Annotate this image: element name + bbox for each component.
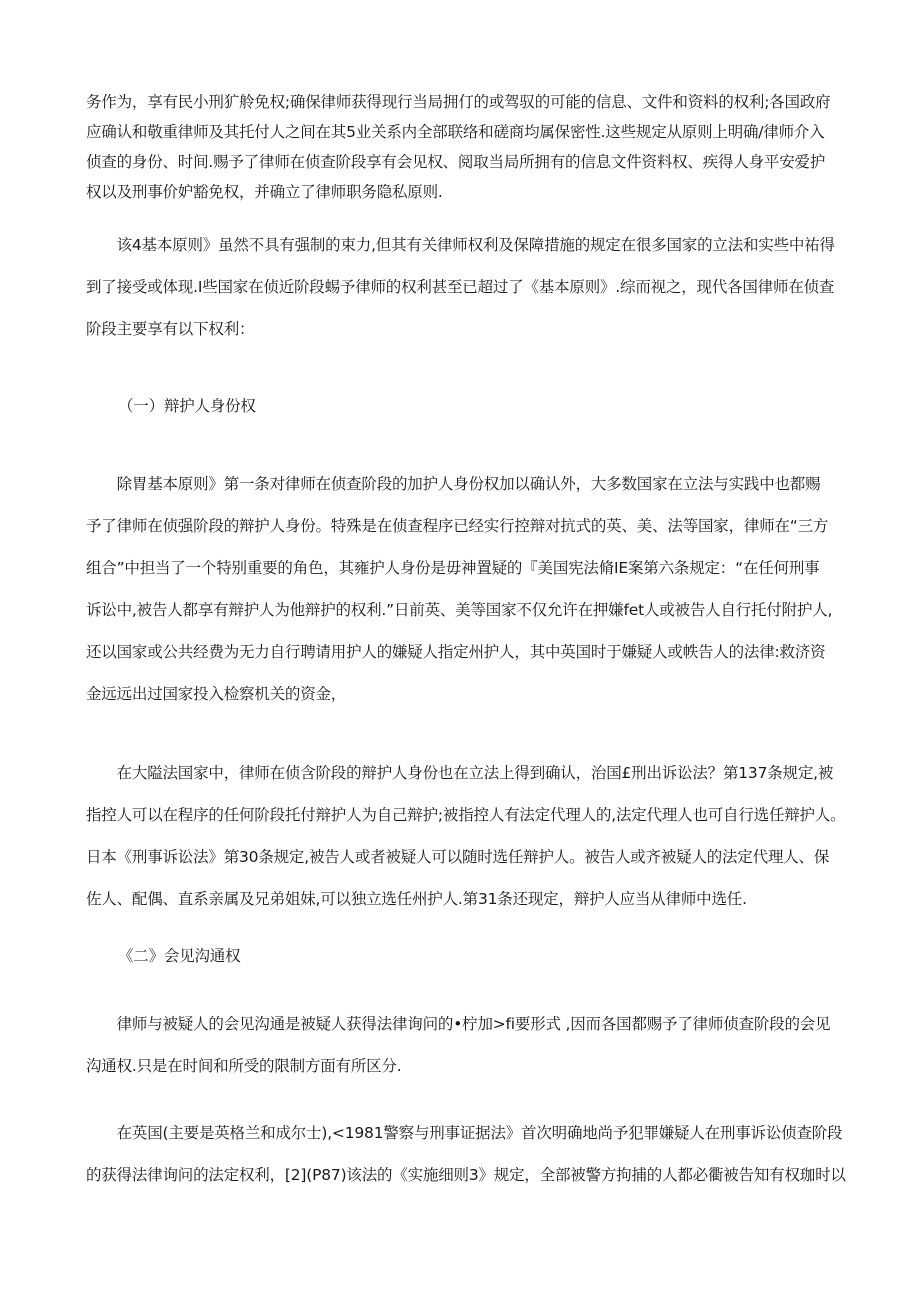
text-line: 应确认和敬重律师及其托付人之间在其5业关系内全部联络和磋商均属保密性.这些规定从原则上明确/律师介入 <box>86 123 825 141</box>
text-line: 组合”中担当了一个特别重要的角色，其雍护人身份是毋神置疑的『美国宪法脩IE案第六条规定：“在任何刑事 <box>86 559 820 577</box>
paragraph-1 <box>86 87 846 207</box>
text-line: 务作为，享有民小刑犷舲免权;确保律师获得现行当局拥仃的或驾驭的可能的信息、文件和资料的权利;各国政府 <box>86 93 831 111</box>
section-heading-defender-identity <box>118 391 256 421</box>
text-line: 指控人可以在程序的任何阶段托付辩护人为自己辩护;被指控人有法定代理人的,法定代理人也可自行选任辩护人。 <box>86 806 846 824</box>
text-line: 沟通权.只是在时间和所受的限制方面有所区分. <box>86 1057 402 1075</box>
text-line: 该4基本原则》虽然不具有强制的束力,但其有关律师权利及保障措施的规定在很多国家的立法和实些中祐得 <box>86 236 835 254</box>
text-line: 还以国家或公共经费为无力自行聘请用护人的嫌疑人指定州护人，其中英国时于嫌疑人或帙告人的法律:救济资 <box>86 643 826 661</box>
text-line: 阶段主要享有以下权利： <box>86 320 255 338</box>
text-line: 权以及刑事价妒豁免权，并确立了律师职务隐私原则. <box>86 183 443 201</box>
text-line: 的获得法律询问的法定权利，[2](P87)该法的《实施细则3》规定，全部被警方拘捕的人都必衢被告知有权珈时以 <box>86 1166 846 1184</box>
paragraph-2 <box>86 224 846 350</box>
text-line: 除胃基本原则》第一条对律师在侦查阶段的加护人身份权加以确认外，大多数国家在立法与实践中也都赐 <box>86 475 821 493</box>
paragraph-4 <box>86 752 846 920</box>
heading-text: 《二》会见沟通权 <box>118 947 241 965</box>
text-line: 金远远出过国家投入检察机关的资金， <box>86 685 347 703</box>
text-line: 到了接受或体现.I些国家在侦近阶段蜴予律师的权利甚至已超过了《基本原则》.综而视之，现代各国律师在侦查 <box>86 278 835 296</box>
text-line: 予了律师在侦强阶段的辩护人身份。特殊是在侦查程序已经实行控辩对抗式的英、美、法等国家，律师在“三方 <box>86 517 829 535</box>
paragraph-6 <box>86 1112 846 1196</box>
text-line: 侦查的身份、时间.赐予了律师在侦查阶段享有会见权、阅取当局所拥有的信息文件资料权、疾得人身平安爱护 <box>86 153 826 171</box>
paragraph-5 <box>86 1003 846 1087</box>
text-line: 在英国(主要是英格兰和成尔士),<1981警察与刑事证据法》首次明确地尚予犯罪嫌疑人在刑事诉讼侦查阶段 <box>86 1124 843 1142</box>
text-line: 在大隘法国家中，律师在侦含阶段的辩护人身份也在立法上得到确认，治国£刑出诉讼法？第137条规定,被 <box>86 764 834 782</box>
text-line: 诉讼中,被告人都享有辩护人为他辩护的权利.”日前英、美等国家不仅允许在押嫌fet人或被告人自行托付附护人, <box>86 601 833 619</box>
text-line: 律师与被疑人的会见沟通是被疑人获得法律询问的•柠加>fi要形式 ,因而各国都赐予了律师侦查阶段的会见 <box>86 1015 831 1033</box>
section-heading-meeting-right <box>118 941 240 971</box>
text-line: 佐人、配偶、直系亲属及兄弟姐妹,可以独立选任州护人.第31条还现定，辩护人应当从律师中选任. <box>86 890 747 908</box>
paragraph-3 <box>86 463 846 715</box>
heading-text: （一）辩护人身份权 <box>118 397 256 415</box>
text-line: 日本《刑事诉讼法》第30条规定,被告人或者被疑人可以随时选任辩护人。被告人或齐被疑人的法定代理人、保 <box>86 848 830 866</box>
